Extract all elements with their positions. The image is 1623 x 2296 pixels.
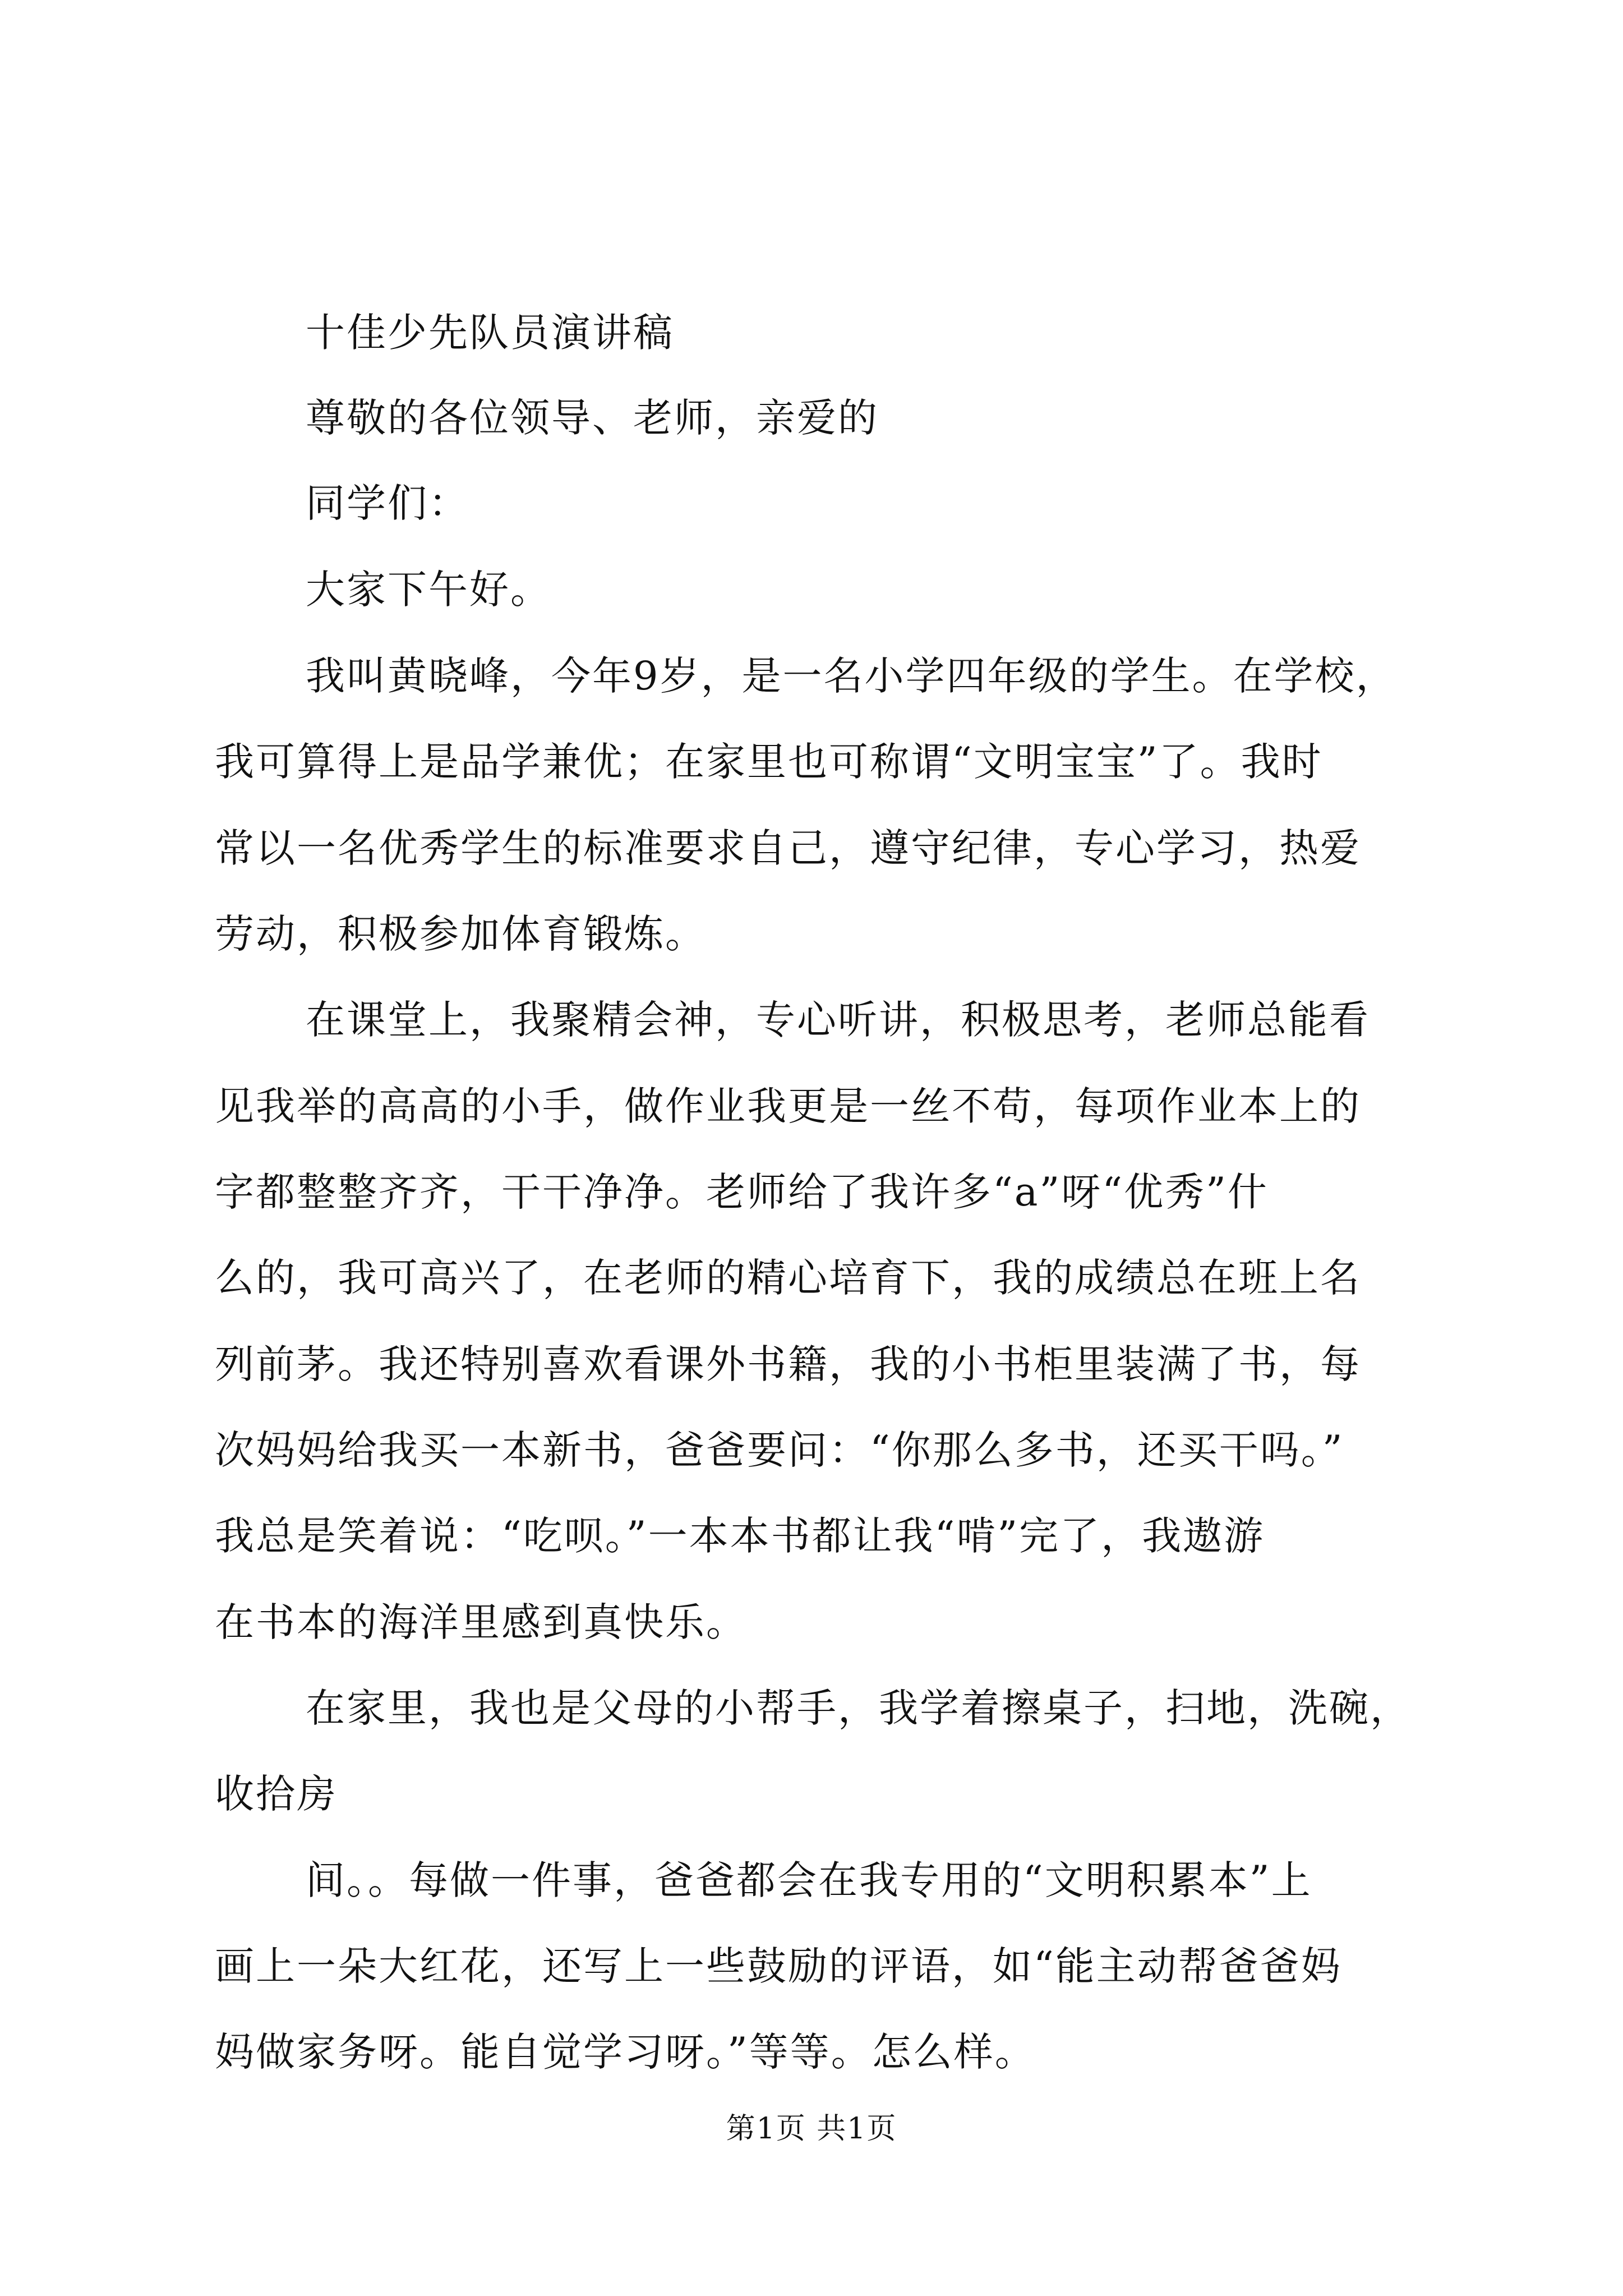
paragraph-2-line-5: 列前茅。我还特别喜欢看课外书籍，我的小书柜里装满了书，每 (215, 1341, 1361, 1387)
paragraph-4-line-1: 间。。每做一件事，爸爸都会在我专用的“文明积累本”上 (306, 1857, 1312, 1903)
paragraph-1-line-2: 我可算得上是品学兼优；在家里也可称谓“文明宝宝”了。我时 (215, 739, 1323, 785)
paragraph-1-line-4: 劳动，积极参加体育锻炼。 (215, 911, 706, 957)
greeting-line-3: 大家下午好。 (306, 567, 551, 613)
greeting-line-1: 尊敬的各位领导、老师，亲爱的 (306, 395, 879, 441)
paragraph-4-line-2: 画上一朵大红花，还写上一些鼓励的评语，如“能主动帮爸爸妈 (215, 1943, 1342, 1989)
paragraph-2-line-4: 么的，我可高兴了，在老师的精心培育下，我的成绩总在班上名 (215, 1255, 1361, 1301)
paragraph-3-line-2: 收拾房 (215, 1771, 338, 1817)
paragraph-3-line-1: 在家里，我也是父母的小帮手，我学着擦桌子，扫地，洗碗， (306, 1685, 1411, 1731)
paragraph-2-line-3: 字都整整齐齐，干干净净。老师给了我许多“a”呀“优秀”什 (215, 1169, 1269, 1215)
paragraph-2-line-2: 见我举的高高的小手，做作业我更是一丝不苟，每项作业本上的 (215, 1083, 1361, 1129)
document-title: 十佳少先队员演讲稿 (306, 310, 674, 356)
paragraph-2-line-7: 我总是笑着说：“吃呗。”一本本书都让我“啃”完了，我遨游 (215, 1513, 1265, 1559)
greeting-line-2: 同学们： (306, 480, 469, 526)
paragraph-1-line-3: 常以一名优秀学生的标准要求自己，遵守纪律，专心学习，热爱 (215, 825, 1361, 871)
paragraph-2-line-8: 在书本的海洋里感到真快乐。 (215, 1599, 747, 1645)
paragraph-2-line-1: 在课堂上，我聚精会神，专心听讲，积极思考，老师总能看 (306, 997, 1370, 1043)
paragraph-4-line-3: 妈做家务呀。能自觉学习呀。”等等。怎么样。 (215, 2029, 1036, 2075)
page-footer: 第1页 共1页 (726, 2112, 897, 2146)
paragraph-2-line-6: 次妈妈给我买一本新书，爸爸要问：“你那么多书，还买干吗。” (215, 1427, 1344, 1473)
paragraph-1-line-1: 我叫黄晓峰，今年9岁，是一名小学四年级的学生。在学校， (306, 653, 1397, 699)
